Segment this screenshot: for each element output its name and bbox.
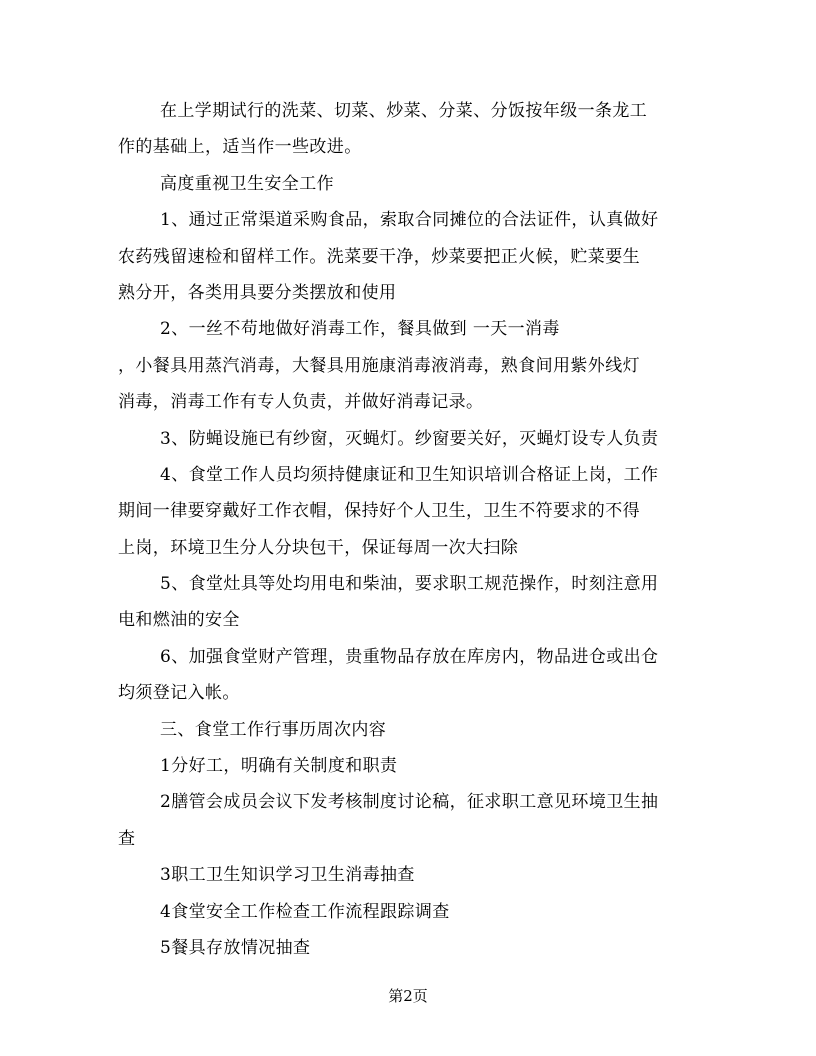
text-line: 4食堂安全工作检查工作流程跟踪调查 — [160, 901, 450, 922]
text-line: ，小餐具用蒸汽消毒，大餐具用施康消毒液消毒，熟食间用紫外线灯 — [118, 355, 640, 376]
text-line: 在上学期试行的洗菜、切菜、炒菜、分菜、分饭按年级一条龙工 — [160, 101, 648, 121]
text-line: 1分好工，明确有关制度和职责 — [160, 756, 398, 777]
text-line: 上岗，环境卫生分人分块包干，保证每周一次大扫除 — [118, 537, 519, 558]
text-line: 消毒，消毒工作有专人负责，并做好消毒记录。 — [118, 392, 484, 413]
text-line: 电和燃油的安全 — [118, 610, 240, 631]
text-line: 高度重视卫生安全工作 — [160, 173, 334, 194]
text-line: 5餐具存放情况抽查 — [160, 937, 311, 958]
text-line: 3职工卫生知识学习卫生消毒抽查 — [160, 865, 415, 886]
page-number: 第2页 — [388, 987, 428, 1005]
text-line: 作的基础上，适当作一些改进。 — [118, 137, 362, 158]
document-body — [118, 93, 704, 966]
text-line: 2膳管会成员会议下发考核制度讨论稿，征求职工意见环境卫生抽 — [160, 792, 659, 813]
text-line: 三、食堂工作行事历周次内容 — [160, 719, 387, 740]
text-line: 2、一丝不苟地做好消毒工作，餐具做到 一天一消毒 — [160, 319, 560, 340]
text-line: 3、防蝇设施已有纱窗，灭蝇灯。纱窗要关好，灭蝇灯设专人负责 — [160, 428, 659, 449]
text-line: 6、加强食堂财产管理，贵重物品存放在库房内，物品进仓或出仓 — [160, 646, 659, 667]
text-line: 农药残留速检和留样工作。洗菜要干净，炒菜要把正火候，贮菜要生 — [118, 246, 640, 267]
text-line: 4、食堂工作人员均须持健康证和卫生知识培训合格证上岗，工作 — [160, 464, 659, 485]
text-line: 5、食堂灶具等处均用电和柴油，要求职工规范操作，时刻注意用 — [160, 574, 659, 595]
text-line: 查 — [118, 828, 136, 849]
text-line: 均须登记入帐。 — [118, 683, 240, 704]
text-line: 熟分开，各类用具要分类摆放和使用 — [118, 282, 397, 303]
text-line: 期间一律要穿戴好工作衣帽，保持好个人卫生，卫生不符要求的不得 — [118, 501, 640, 522]
text-line: 1、通过正常渠道采购食品，索取合同摊位的合法证件，认真做好 — [160, 210, 659, 231]
